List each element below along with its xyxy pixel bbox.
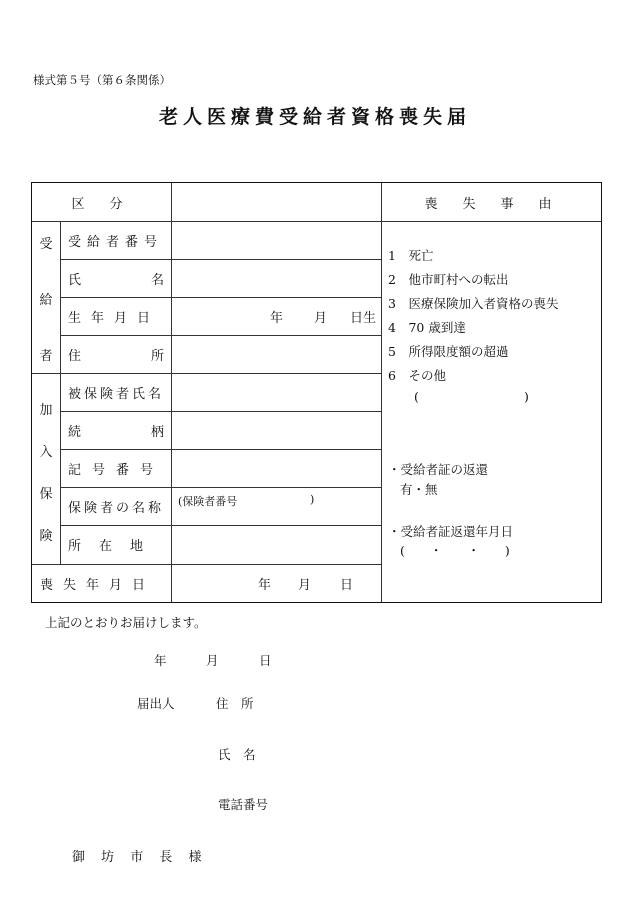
label-recipient-number: 受給者番号 — [68, 234, 164, 250]
applicant-name-label: 氏 名 — [218, 747, 256, 762]
form-title: 老人医療費受給者資格喪失届 — [158, 106, 471, 128]
group-insured-4: 険 — [39, 529, 53, 544]
field-symbol-number[interactable] — [172, 449, 381, 487]
field-relation[interactable] — [172, 411, 381, 449]
addressee: 御 坊 市 長 様 — [72, 850, 208, 865]
header-category: 区 分 — [71, 196, 129, 212]
field-address[interactable] — [172, 335, 381, 373]
reason-item[interactable]: 2 他市町村への転出 — [388, 272, 509, 287]
field-insurer-name[interactable]: (保険者番号 ) — [178, 493, 315, 508]
label-insurer-name: 保険者の名称 — [68, 500, 165, 516]
applicant-address-label: 住 所 — [216, 696, 254, 711]
reason-item[interactable]: 6 その他 — [388, 368, 446, 383]
field-name[interactable] — [172, 259, 381, 297]
insurer-number-hint: (保険者番号 — [178, 495, 238, 508]
label-insured-name: 被保険者氏名 — [68, 386, 165, 402]
field-loss-date[interactable]: 年 月 日 — [258, 577, 354, 593]
group-insured-3: 保 — [39, 487, 53, 502]
applicant-phone-label: 電話番号 — [218, 797, 269, 812]
date-month[interactable]: 月 — [206, 653, 219, 668]
reason-item[interactable]: 1 死亡 — [388, 248, 434, 263]
return-date-label: ・受給者証返還年月日 — [388, 524, 514, 539]
field-insured-name[interactable] — [172, 373, 381, 411]
reason-item[interactable]: 5 所得限度額の超過 — [388, 344, 509, 359]
certificate-return-choice[interactable]: 有・無 — [400, 482, 438, 497]
label-relation: 続 柄 — [68, 424, 164, 440]
divider-group-col — [60, 221, 61, 564]
reason-item[interactable]: 3 医療保険加入者資格の喪失 — [388, 296, 559, 311]
divider-reason-col — [381, 183, 382, 602]
label-loss-date: 喪失年月日 — [40, 577, 156, 593]
field-birthdate[interactable]: 年 月 日生 — [270, 310, 377, 326]
group-insured-2: 入 — [39, 445, 53, 460]
group-recipient-3: 者 — [39, 349, 53, 364]
label-name: 氏 名 — [68, 272, 164, 288]
date-year[interactable]: 年 — [154, 653, 167, 668]
reason-other-paren-open: ( — [414, 389, 419, 404]
applicant-label: 届出人 — [137, 696, 175, 711]
form-table — [31, 182, 602, 603]
label-symbol-number: 記号番号 — [68, 462, 165, 478]
field-recipient-number[interactable] — [172, 221, 381, 259]
form-number: 様式第５号（第６条関係） — [33, 73, 171, 87]
certificate-return-label: ・受給者証の返還 — [388, 462, 489, 477]
label-birthdate: 生年月日 — [68, 310, 161, 326]
group-recipient-1: 受 — [39, 237, 53, 252]
header-reason: 喪 失 事 由 — [424, 196, 558, 212]
reason-item[interactable]: 4 70 歳到達 — [388, 320, 466, 335]
date-day[interactable]: 日 — [259, 653, 272, 668]
label-address: 住 所 — [68, 348, 164, 364]
return-date-field[interactable]: ( ・ ・ ) — [400, 543, 510, 558]
label-location: 所在地 — [68, 538, 162, 554]
statement: 上記のとおりお届けします。 — [45, 615, 207, 630]
reason-other-paren-close: ) — [524, 389, 529, 404]
field-location[interactable] — [172, 525, 381, 563]
group-insured-1: 加 — [39, 403, 53, 418]
group-recipient-2: 給 — [39, 293, 53, 308]
